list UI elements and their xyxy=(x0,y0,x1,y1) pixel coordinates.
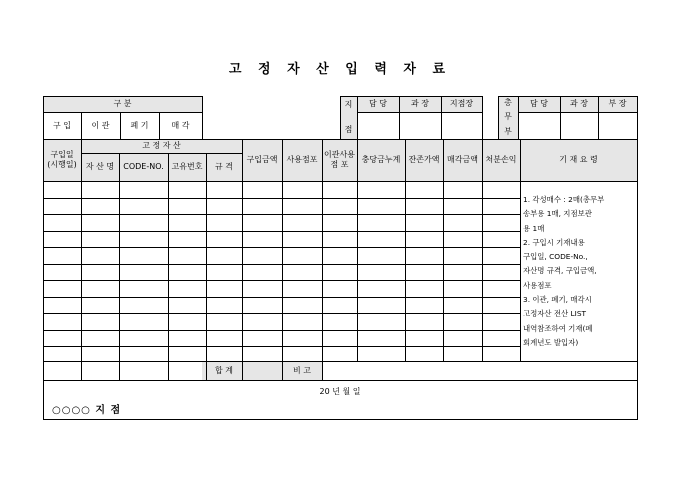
note-line: 자산명 규격, 구입금액, xyxy=(523,266,597,276)
hq-role-manager: 과 장 xyxy=(570,99,588,108)
col-remarks-guide: 기 재 요 령 xyxy=(559,155,598,164)
hq-approval-label: 총 무 부 xyxy=(504,98,512,136)
col-residual-value: 잔존가액 xyxy=(408,155,440,164)
grid-line xyxy=(43,380,638,381)
document-title: 고 정 자 산 입 력 자 료 xyxy=(228,62,452,77)
note-line: 용 1매 xyxy=(523,223,545,233)
col-purchase-amount: 구입금액 xyxy=(246,155,278,164)
division-type-disposal: 폐 기 xyxy=(130,120,149,130)
hq-sign-staff[interactable] xyxy=(518,112,560,139)
division-type-purchase: 구 입 xyxy=(53,120,71,130)
branch-sign-staff[interactable] xyxy=(357,112,399,139)
hq-role-staff: 담 당 xyxy=(530,99,548,108)
hq-role-head: 부 장 xyxy=(608,99,627,108)
branch-signature: ○○○○ 지 점 xyxy=(52,405,122,416)
grid-line xyxy=(637,139,638,420)
remark-field[interactable] xyxy=(322,361,637,380)
hq-sign-head[interactable] xyxy=(598,112,637,139)
col-purchase-date: 구입일 (시행일) xyxy=(47,150,77,169)
col-unique-no: 고유번호 xyxy=(171,162,203,171)
grid-line xyxy=(119,153,120,381)
date-line: 20 년 월 일 xyxy=(319,387,361,396)
note-line: 3. 이관, 폐기, 매각시 xyxy=(523,295,592,305)
grid-line xyxy=(168,153,169,381)
col-sale-amount: 매각금액 xyxy=(447,155,478,164)
hq-sign-manager[interactable] xyxy=(560,112,598,139)
division-type-sale: 매 각 xyxy=(171,120,190,130)
note-line: 회계년도 발입자) xyxy=(523,337,579,347)
note-line: 1. 각성매수 : 2매(총무부 xyxy=(523,195,605,204)
branch-sign-manager[interactable] xyxy=(399,112,441,139)
col-disposal-loss: 처분손익 xyxy=(485,155,517,164)
note-line: 내역참조하여 기재(폐 xyxy=(523,323,593,333)
remark-label: 비 고 xyxy=(293,365,311,375)
grid-line xyxy=(43,181,638,182)
col-asset-name: 자 산 명 xyxy=(85,162,115,171)
note-line: 사용점포 xyxy=(523,280,552,290)
note-line: 2. 구입시 기재내용 xyxy=(523,237,585,247)
division-header: 구 분 xyxy=(113,99,132,108)
total-label: 합 계 xyxy=(215,365,233,375)
note-line: 구입일, CODE-No., xyxy=(523,252,588,262)
branch-sign-head[interactable] xyxy=(441,112,482,139)
total-amount-cell[interactable] xyxy=(242,361,282,380)
grid-line xyxy=(43,139,44,420)
col-transfer-shop: 이관사용 점 포 xyxy=(324,150,355,169)
grid-line xyxy=(637,96,638,140)
division-type-transfer: 이 관 xyxy=(91,120,110,130)
col-use-shop: 사용점포 xyxy=(286,155,318,164)
col-spec: 규 격 xyxy=(215,162,233,171)
grid-line xyxy=(202,96,203,140)
grid-line xyxy=(206,153,207,381)
col-reserve-total: 충당금누계 xyxy=(361,155,401,164)
branch-approval-label: 지 점 xyxy=(344,99,353,135)
col-group-fixed-asset: 고 정 자 산 xyxy=(142,141,181,150)
grid-line xyxy=(43,419,638,420)
branch-role-head: 지점장 xyxy=(449,99,474,108)
note-line: 고정자산 전산 LIST xyxy=(523,309,587,319)
branch-role-manager: 과 장 xyxy=(411,99,429,108)
col-code-no: CODE-NO. xyxy=(123,162,164,171)
writing-guide-notes xyxy=(523,193,635,350)
grid-line xyxy=(482,96,483,140)
note-line: 송부용 1매, 지점보관 xyxy=(523,209,592,219)
branch-role-staff: 담 당 xyxy=(369,99,387,108)
